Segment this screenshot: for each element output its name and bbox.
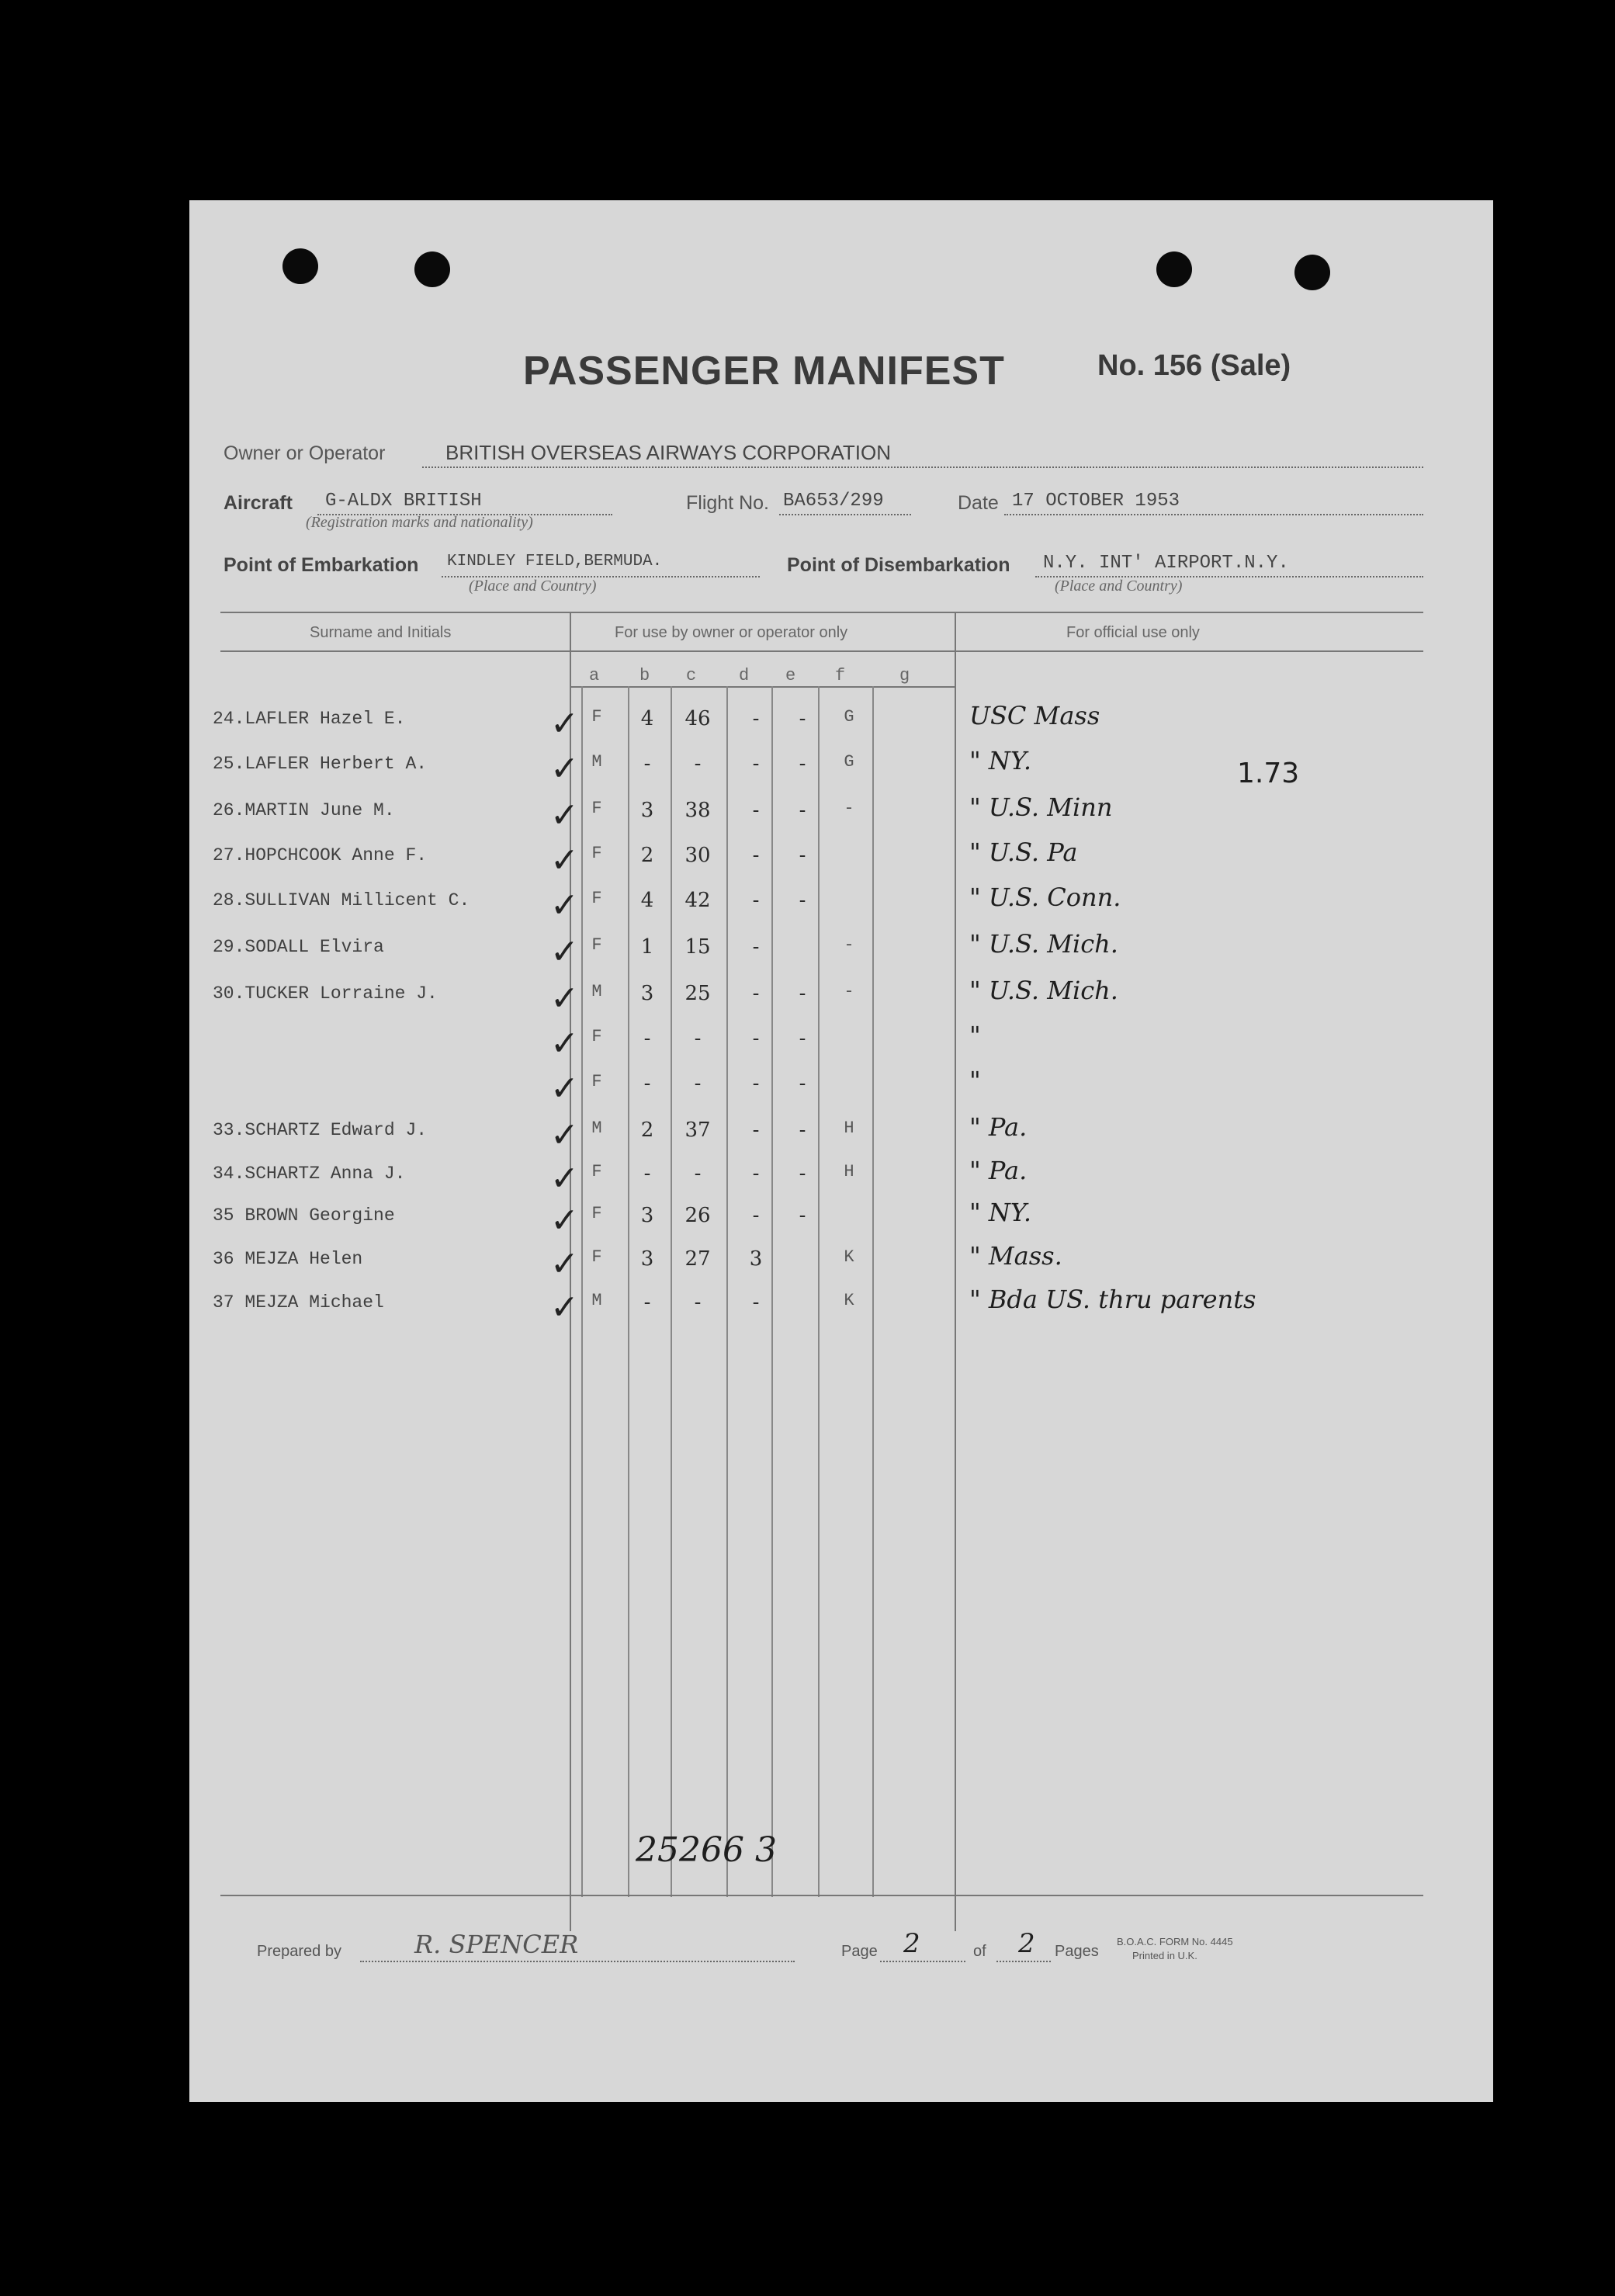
cell-d: - bbox=[752, 982, 760, 1005]
punch-hole bbox=[414, 251, 450, 287]
table-row bbox=[189, 1156, 1493, 1207]
cell-e: - bbox=[799, 752, 806, 775]
table-row bbox=[189, 929, 1493, 980]
cell-b: 1 bbox=[640, 935, 654, 959]
flight-value: BA653/299 bbox=[783, 491, 884, 512]
check-mark-icon: ✓ bbox=[550, 1201, 579, 1240]
cell-e: - bbox=[799, 1027, 806, 1050]
of-label: of bbox=[973, 1943, 986, 1960]
flight-label: Flight No. bbox=[686, 492, 769, 514]
cell-e: - bbox=[799, 799, 806, 822]
cell-f: K bbox=[844, 1291, 854, 1310]
check-mark-icon: ✓ bbox=[550, 1024, 579, 1063]
cell-a-sex: F bbox=[591, 799, 602, 818]
cell-a-sex: F bbox=[591, 1162, 602, 1181]
flight-dots bbox=[779, 514, 911, 515]
cell-e: - bbox=[799, 707, 806, 730]
column-letter-e: e bbox=[785, 666, 796, 685]
official-note: " Bda US. thru parents bbox=[969, 1285, 1256, 1314]
official-note: " U.S. Mich. bbox=[969, 976, 1118, 1005]
cell-c-age: 26 bbox=[684, 1204, 711, 1227]
check-mark-icon: ✓ bbox=[550, 1069, 579, 1108]
check-mark-icon: ✓ bbox=[550, 841, 579, 880]
owner-dots bbox=[422, 466, 1423, 468]
official-note: " bbox=[969, 1021, 981, 1050]
table-row bbox=[189, 1241, 1493, 1292]
cell-d: 3 bbox=[749, 1247, 763, 1271]
official-note: " U.S. Minn bbox=[969, 793, 1113, 822]
cell-a-sex: M bbox=[591, 1291, 602, 1310]
passenger-name: 27.HOPCHCOOK Anne F. bbox=[213, 845, 428, 865]
table-top-rule bbox=[220, 612, 1423, 613]
passenger-name: 34.SCHARTZ Anna J. bbox=[213, 1164, 406, 1184]
cell-b: - bbox=[643, 752, 651, 775]
date-value: 17 OCTOBER 1953 bbox=[1012, 491, 1180, 512]
check-mark-icon: ✓ bbox=[550, 1115, 579, 1155]
passenger-name: 35 BROWN Georgine bbox=[213, 1205, 395, 1226]
column-letter-c: c bbox=[686, 666, 697, 685]
form-title: PASSENGER MANIFEST bbox=[523, 349, 1005, 394]
official-note: " U.S. Pa bbox=[969, 838, 1078, 867]
cell-d: - bbox=[752, 1162, 760, 1185]
official-note: " NY. bbox=[969, 1198, 1032, 1227]
check-mark-icon: ✓ bbox=[550, 1159, 579, 1198]
pages-value: 2 bbox=[1018, 1928, 1035, 1959]
cell-d: - bbox=[752, 844, 760, 867]
table-row bbox=[189, 838, 1493, 889]
prepared-by-label: Prepared by bbox=[257, 1943, 341, 1960]
check-mark-icon: ✓ bbox=[550, 1244, 579, 1284]
aircraft-value: G-ALDX BRITISH bbox=[325, 491, 482, 512]
official-note: " Pa. bbox=[969, 1156, 1028, 1185]
official-note: " U.S. Mich. bbox=[969, 929, 1118, 959]
cell-e: - bbox=[799, 982, 806, 1005]
cell-d: - bbox=[752, 889, 760, 912]
cell-b: 4 bbox=[640, 889, 654, 912]
table-row bbox=[189, 1066, 1493, 1117]
cell-f: - bbox=[844, 935, 854, 955]
official-note: " NY. bbox=[969, 746, 1032, 775]
cell-d: - bbox=[752, 752, 760, 775]
column-letter-g: g bbox=[899, 666, 910, 685]
punch-hole bbox=[1294, 255, 1330, 290]
prepared-by-dots bbox=[360, 1961, 795, 1962]
owner-label: Owner or Operator bbox=[224, 442, 386, 464]
owner-value: BRITISH OVERSEAS AIRWAYS CORPORATION bbox=[445, 441, 892, 464]
embarkation-label: Point of Embarkation bbox=[224, 554, 419, 576]
form-code-line1: B.O.A.C. FORM No. 4445 bbox=[1117, 1936, 1233, 1947]
cell-c-age: - bbox=[694, 752, 702, 775]
form-code-line2: Printed in U.K. bbox=[1132, 1950, 1197, 1961]
check-mark-icon: ✓ bbox=[550, 1288, 579, 1327]
page-value: 2 bbox=[903, 1928, 920, 1959]
passenger-name: 33.SCHARTZ Edward J. bbox=[213, 1120, 428, 1140]
cell-f: G bbox=[844, 707, 854, 727]
official-column-header: For official use only bbox=[1066, 624, 1200, 641]
cell-b: 2 bbox=[640, 1119, 654, 1142]
cell-b: - bbox=[643, 1027, 651, 1050]
cell-f: G bbox=[844, 752, 854, 772]
pages-dots bbox=[996, 1961, 1051, 1962]
cell-c-age: - bbox=[694, 1072, 702, 1095]
cell-b: 3 bbox=[640, 799, 654, 822]
cell-c-age: - bbox=[694, 1162, 702, 1185]
aircraft-sublabel: (Registration marks and nationality) bbox=[306, 514, 533, 531]
passenger-name: 30.TUCKER Lorraine J. bbox=[213, 983, 438, 1004]
cell-c-age: - bbox=[694, 1291, 702, 1314]
passenger-name: 37 MEJZA Michael bbox=[213, 1292, 384, 1313]
disembarkation-value: N.Y. INT' AIRPORT.N.Y. bbox=[1043, 553, 1289, 574]
table-header-rule bbox=[220, 650, 1423, 652]
cell-e: - bbox=[799, 844, 806, 867]
disembarkation-sublabel: (Place and Country) bbox=[1055, 577, 1183, 595]
cell-d: - bbox=[752, 799, 760, 822]
table-row bbox=[189, 976, 1493, 1027]
cell-b: - bbox=[643, 1291, 651, 1314]
cell-c-age: 30 bbox=[684, 844, 711, 867]
table-row bbox=[189, 1021, 1493, 1072]
punch-hole bbox=[282, 248, 318, 284]
cell-e: - bbox=[799, 889, 806, 912]
official-note: " Mass. bbox=[969, 1241, 1062, 1271]
passenger-name: 28.SULLIVAN Millicent C. bbox=[213, 890, 470, 910]
cell-c-age: 38 bbox=[684, 799, 711, 822]
cell-b: 3 bbox=[640, 1204, 654, 1227]
table-row bbox=[189, 793, 1493, 844]
embarkation-sublabel: (Place and Country) bbox=[469, 577, 597, 595]
cell-c-age: - bbox=[694, 1027, 702, 1050]
passenger-name: 26.MARTIN June M. bbox=[213, 800, 395, 820]
table-row bbox=[189, 1285, 1493, 1336]
cell-f: H bbox=[844, 1119, 854, 1138]
passenger-name: 36 MEJZA Helen bbox=[213, 1249, 363, 1269]
table-row bbox=[189, 701, 1493, 752]
page-label: Page bbox=[841, 1943, 878, 1960]
cell-a-sex: F bbox=[591, 1072, 602, 1091]
cell-d: - bbox=[752, 1204, 760, 1227]
cell-d: - bbox=[752, 1119, 760, 1142]
cell-a-sex: F bbox=[591, 1027, 602, 1046]
cell-a-sex: F bbox=[591, 889, 602, 908]
prepared-by-value: R. SPENCER bbox=[414, 1930, 579, 1959]
check-mark-icon: ✓ bbox=[550, 796, 579, 835]
cell-c-age: 25 bbox=[684, 982, 711, 1005]
cell-e: - bbox=[799, 1204, 806, 1227]
date-label: Date bbox=[958, 492, 999, 514]
aircraft-label: Aircraft bbox=[224, 492, 293, 514]
table-bottom-rule bbox=[220, 1895, 1423, 1896]
cell-a-sex: M bbox=[591, 752, 602, 772]
cell-c-age: 37 bbox=[684, 1119, 711, 1142]
owner-column-header: For use by owner or operator only bbox=[615, 624, 848, 641]
form-number: No. 156 (Sale) bbox=[1097, 349, 1291, 382]
cell-b: 3 bbox=[640, 982, 654, 1005]
check-mark-icon: ✓ bbox=[550, 886, 579, 925]
cell-a-sex: F bbox=[591, 935, 602, 955]
cell-a-sex: F bbox=[591, 1204, 602, 1223]
cell-f: K bbox=[844, 1247, 854, 1267]
official-note: " U.S. Conn. bbox=[969, 883, 1121, 912]
column-letter-a: a bbox=[589, 666, 600, 685]
check-mark-icon: ✓ bbox=[550, 704, 579, 744]
passenger-name: 25.LAFLER Herbert A. bbox=[213, 754, 428, 774]
cell-d: - bbox=[752, 1291, 760, 1314]
cell-d: - bbox=[752, 707, 760, 730]
check-mark-icon: ✓ bbox=[550, 979, 579, 1018]
cell-b: - bbox=[643, 1072, 651, 1095]
cell-b: 3 bbox=[640, 1247, 654, 1271]
cell-f: - bbox=[844, 982, 854, 1001]
margin-note: 1.73 bbox=[1237, 758, 1300, 789]
check-mark-icon: ✓ bbox=[550, 749, 579, 789]
cell-f: H bbox=[844, 1162, 854, 1181]
cell-a-sex: F bbox=[591, 844, 602, 863]
cell-a-sex: M bbox=[591, 1119, 602, 1138]
column-letter-f: f bbox=[835, 666, 846, 685]
official-note: " bbox=[969, 1066, 981, 1095]
cell-c-age: 42 bbox=[684, 889, 711, 912]
cell-d: - bbox=[752, 1027, 760, 1050]
table-row bbox=[189, 883, 1493, 934]
punch-hole bbox=[1156, 251, 1192, 287]
cell-d: - bbox=[752, 935, 760, 959]
embarkation-value: KINDLEY FIELD,BERMUDA. bbox=[447, 553, 663, 571]
cell-a-sex: M bbox=[591, 982, 602, 1001]
cell-b: - bbox=[643, 1162, 651, 1185]
cell-e: - bbox=[799, 1119, 806, 1142]
passenger-name: 29.SODALL Elvira bbox=[213, 937, 384, 957]
page-dots bbox=[880, 1961, 965, 1962]
cell-e: - bbox=[799, 1162, 806, 1185]
column-letter-b: b bbox=[639, 666, 650, 685]
passenger-name: 24.LAFLER Hazel E. bbox=[213, 709, 406, 729]
table-row bbox=[189, 1198, 1493, 1249]
pages-label: Pages bbox=[1055, 1943, 1099, 1960]
cell-f: - bbox=[844, 799, 854, 818]
official-note: USC Mass bbox=[969, 701, 1100, 730]
column-letter-d: d bbox=[739, 666, 750, 685]
surname-column-header: Surname and Initials bbox=[310, 624, 452, 641]
check-mark-icon: ✓ bbox=[550, 932, 579, 972]
passenger-rows bbox=[189, 701, 1493, 1640]
official-note: " Pa. bbox=[969, 1112, 1028, 1142]
stamp-number: 25266 3 bbox=[636, 1830, 777, 1870]
cell-e: - bbox=[799, 1072, 806, 1095]
cell-a-sex: F bbox=[591, 707, 602, 727]
cell-c-age: 46 bbox=[684, 707, 711, 730]
cell-a-sex: F bbox=[591, 1247, 602, 1267]
manifest-sheet bbox=[189, 200, 1493, 2102]
table-row bbox=[189, 1112, 1493, 1164]
cell-b: 2 bbox=[640, 844, 654, 867]
cell-d: - bbox=[752, 1072, 760, 1095]
cell-c-age: 15 bbox=[684, 935, 711, 959]
date-dots bbox=[1004, 514, 1423, 515]
cell-b: 4 bbox=[640, 707, 654, 730]
disembarkation-label: Point of Disembarkation bbox=[787, 554, 1010, 576]
cell-c-age: 27 bbox=[684, 1247, 711, 1271]
